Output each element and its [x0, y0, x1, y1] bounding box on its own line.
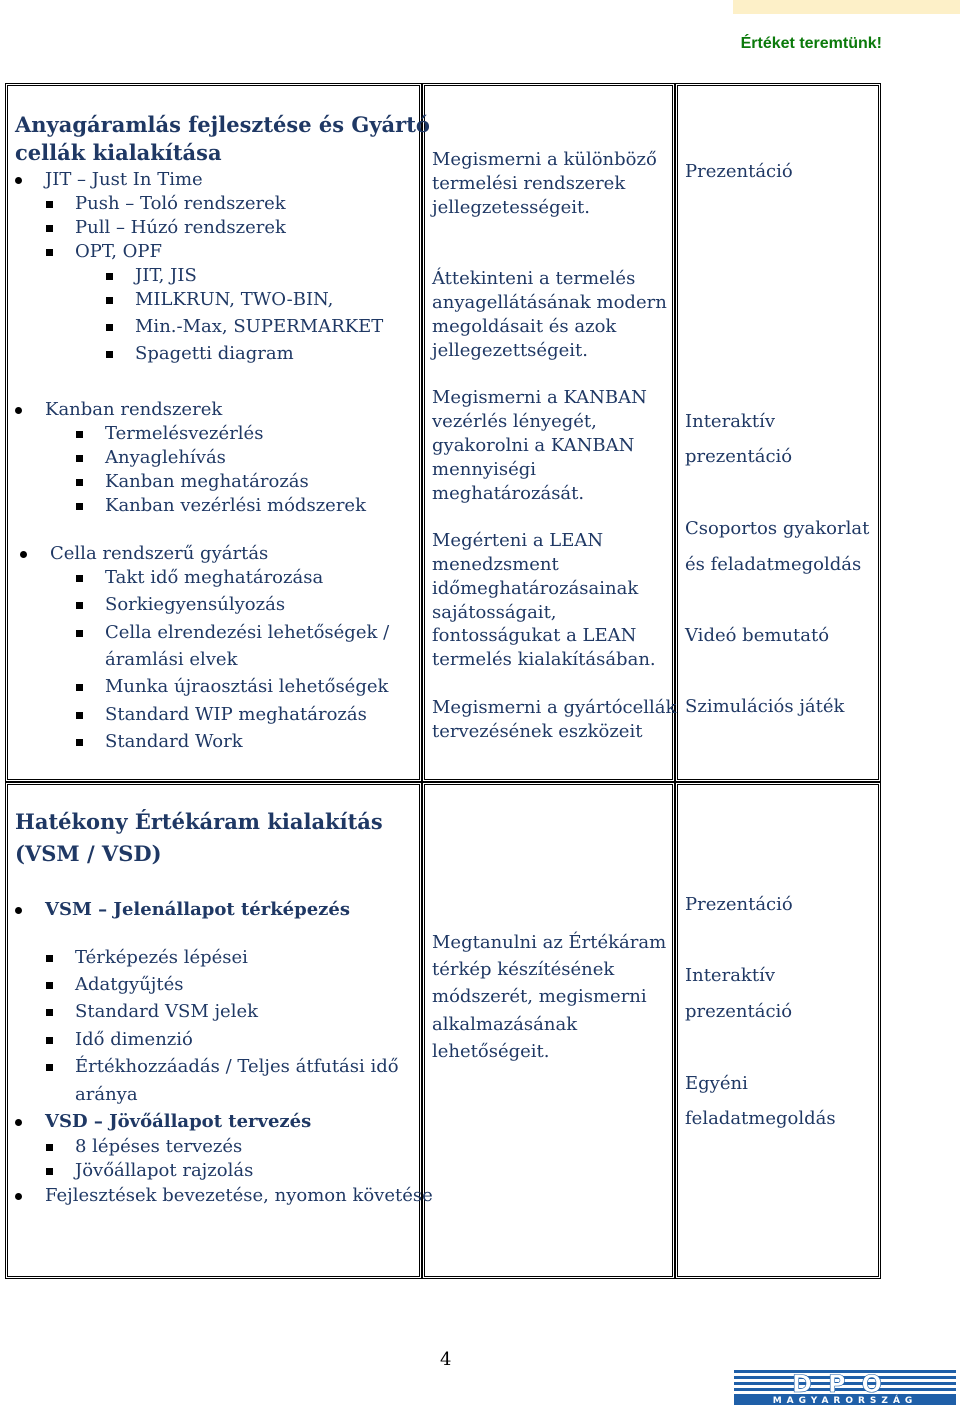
topic-kanban: Kanban rendszerek [45, 399, 223, 420]
goal-line: Megismerni a KANBAN [432, 387, 647, 408]
method-line: Prezentáció [685, 894, 793, 915]
goal-line: jellegezettségeit. [432, 340, 588, 361]
topic-vsm-item: Standard VSM jelek [75, 1001, 259, 1022]
goal-line: módszerét, megismerni [432, 986, 647, 1007]
topic-vsd-item: 8 lépéses tervezés [75, 1136, 243, 1157]
topic-kanban-item: Termelésvezérlés [105, 423, 264, 444]
dpo-logo [734, 1370, 956, 1405]
topic-cella: Cella rendszerű gyártás [50, 543, 269, 564]
method-line: Videó bemutató [685, 625, 830, 646]
goal-line: alkalmazásának [432, 1014, 578, 1035]
topic-vsm-item: Értékhozzáadás / Teljes átfutási idő [75, 1056, 399, 1077]
goal-line: lehetőségeit. [432, 1041, 550, 1062]
goal-line: menedzsment [432, 554, 559, 575]
header-accent-bar [733, 0, 960, 14]
goal-line: megoldásait és azok [432, 316, 617, 337]
header-slogan: Értéket teremtünk! [740, 35, 882, 52]
topic-vsm-item-cont: aránya [75, 1084, 138, 1105]
topic-jit-jis: JIT, JIS [135, 265, 197, 286]
goal-line: Megtanulni az Értékáram [432, 932, 667, 953]
goal-line: Megérteni a LEAN [432, 530, 604, 551]
goal-line: Áttekinteni a termelés [432, 268, 636, 289]
topic-minmax: Min.-Max, SUPERMARKET [135, 316, 384, 337]
method-line: Szimulációs játék [685, 696, 845, 717]
topic-kanban-item: Anyaglehívás [105, 447, 226, 468]
topic-cella-item-cont: áramlási elvek [105, 649, 238, 670]
topic-vsm-item: Adatgyűjtés [75, 974, 184, 995]
topic-vsd-item: Jövőállapot rajzolás [75, 1160, 254, 1181]
topic-kanban-item: Kanban meghatározás [105, 471, 309, 492]
goal-line: fontosságukat a LEAN [432, 625, 637, 646]
topic-vsm-item: Idő dimenzió [75, 1029, 193, 1050]
topic-kanban-item: Kanban vezérlési módszerek [105, 495, 366, 516]
goal-line: időmeghatározásainak [432, 578, 639, 599]
goal-line: vezérlés lényegét, [432, 411, 597, 432]
topic-vsm-item: Térképezés lépései [75, 947, 248, 968]
section-title: Anyagáramlás fejlesztése és Gyártó [15, 112, 430, 137]
method-line: Csoportos gyakorlat [685, 518, 870, 539]
svg-text:DPO: DPO [792, 1370, 898, 1398]
topic-spaghetti: Spagetti diagram [135, 343, 294, 364]
method-line: prezentáció [685, 1001, 793, 1022]
method-line: feladatmegoldás [685, 1108, 836, 1129]
method-line: Egyéni [685, 1073, 748, 1094]
goal-line: Megismerni a gyártócellák [432, 697, 677, 718]
topic-cella-item: Munka újraosztási lehetőségek [105, 676, 389, 697]
topic-cella-item: Standard WIP meghatározás [105, 704, 367, 725]
goal-line: gyakorolni a KANBAN [432, 435, 635, 456]
topic-push: Push – Toló rendszerek [75, 193, 286, 214]
topic-milkrun: MILKRUN, TWO-BIN, [135, 289, 334, 310]
section-title: (VSM / VSD) [15, 841, 162, 866]
goal-line: tervezésének eszközeit [432, 721, 643, 742]
page-number: 4 [440, 1349, 452, 1370]
topic-cella-item: Standard Work [105, 731, 243, 752]
goal-line: mennyiségi [432, 459, 537, 480]
topic-opt: OPT, OPF [75, 241, 163, 262]
goal-line: sajátosságait, [432, 602, 557, 623]
topic-pull: Pull – Húzó rendszerek [75, 217, 286, 238]
method-line: prezentáció [685, 446, 793, 467]
topic-implementation: Fejlesztések bevezetése, nyomon követése [45, 1185, 433, 1206]
method-line: Interaktív [685, 965, 775, 986]
table-cell-methods-2 [675, 782, 881, 1279]
topic-jit: JIT – Just In Time [45, 169, 203, 190]
method-line: Interaktív [685, 411, 775, 432]
topic-vsm: VSM – Jelenállapot térképezés [45, 899, 350, 920]
section-title: Hatékony Értékáram kialakítás [15, 809, 383, 834]
goal-line: jellegzetességeit. [432, 197, 590, 218]
topic-vsd: VSD – Jövőállapot tervezés [45, 1111, 312, 1132]
goal-line: térkép készítésének [432, 959, 615, 980]
method-line: Prezentáció [685, 161, 793, 182]
topic-cella-item: Cella elrendezési lehetőségek / [105, 622, 390, 643]
goal-line: Megismerni a különböző [432, 149, 657, 170]
topic-cella-item: Takt idő meghatározása [105, 567, 324, 588]
section-title: cellák kialakítása [15, 140, 222, 165]
method-line: és feladatmegoldás [685, 554, 862, 575]
goal-line: meghatározását. [432, 483, 585, 504]
goal-line: termelési rendszerek [432, 173, 626, 194]
goal-line: termelés kialakításában. [432, 649, 656, 670]
topic-cella-item: Sorkiegyensúlyozás [105, 594, 286, 615]
goal-line: anyagellátásának modern [432, 292, 667, 313]
svg-text:MAGYARORSZÁG: MAGYARORSZÁG [772, 1396, 918, 1405]
